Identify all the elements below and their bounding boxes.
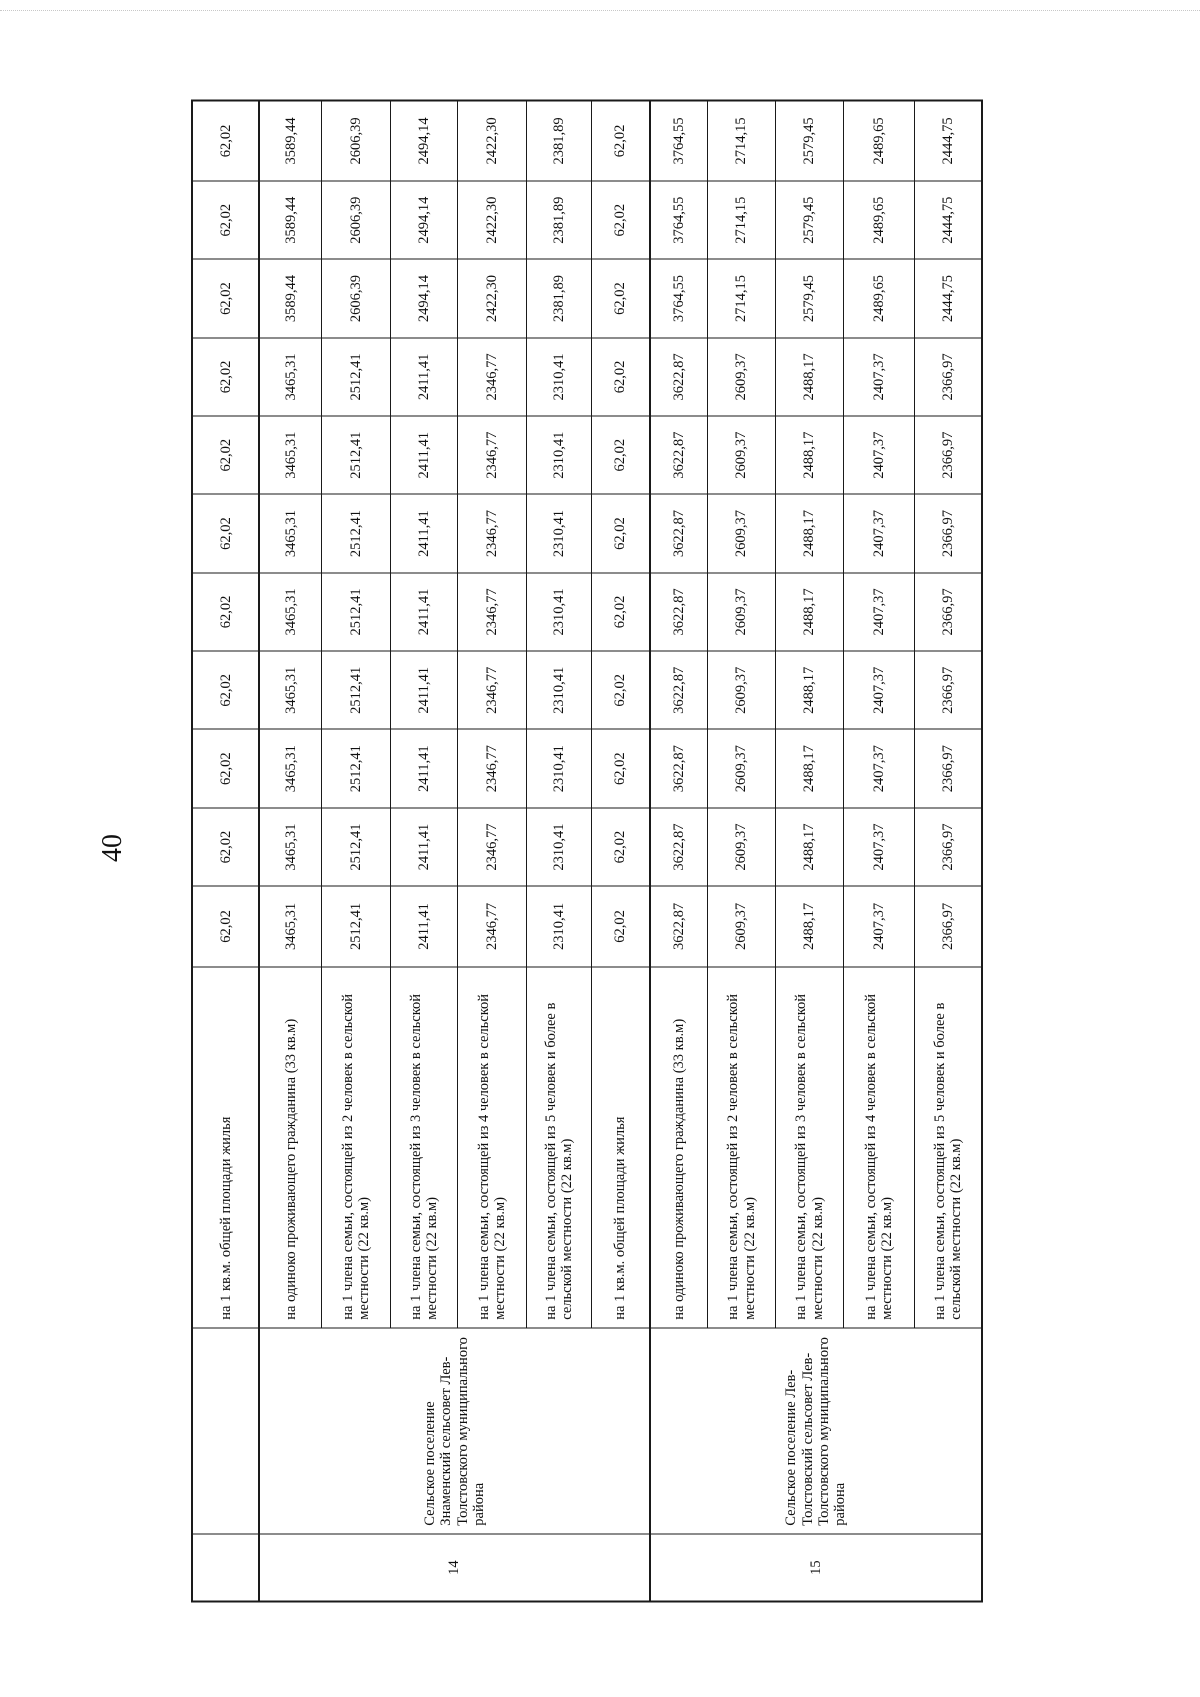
value-cell: 2407,37 [844,338,915,416]
value-cell: 62,02 [192,729,259,807]
value-cell: 2346,77 [458,808,527,886]
value-cell: 2310,41 [526,729,591,807]
value-cell: 3622,87 [650,729,708,807]
value-cell: 3622,87 [650,573,708,651]
value-cell: 2512,41 [322,651,391,729]
value-cell: 62,02 [592,259,650,337]
value-cell: 3465,31 [259,338,321,416]
value-cell: 2346,77 [458,416,527,494]
value-cell: 2407,37 [844,808,915,886]
value-cell: 2579,45 [775,101,844,181]
settlement-name-cell [192,1328,259,1534]
value-cell: 3622,87 [650,886,708,966]
value-cell: 2606,39 [322,259,391,337]
value-cell: 2411,41 [390,886,457,966]
value-cell: 2488,17 [775,573,844,651]
value-cell: 2489,65 [844,101,915,181]
value-cell: 2381,89 [526,181,591,259]
value-cell: 2407,37 [844,416,915,494]
value-cell: 2411,41 [390,651,457,729]
value-cell: 2310,41 [526,808,591,886]
value-cell: 2366,97 [914,573,982,651]
value-cell: 2346,77 [458,338,527,416]
value-cell: 2488,17 [775,886,844,966]
norm-description-cell: на 1 члена семьи, состоящей из 3 человек в сельской местности (22 кв.м) [775,967,844,1329]
value-cell: 2407,37 [844,651,915,729]
norm-description-cell: на 1 члена семьи, состоящей из 2 человек в сельской местности (22 кв.м) [322,967,391,1329]
value-cell: 2411,41 [390,729,457,807]
value-cell: 3622,87 [650,808,708,886]
value-cell: 3465,31 [259,886,321,966]
norm-description-cell: на одиноко проживающего гражданина (33 кв.м) [259,967,321,1329]
value-cell: 2411,41 [390,573,457,651]
value-cell: 3465,31 [259,651,321,729]
tariff-table [191,100,983,1603]
value-cell: 62,02 [592,808,650,886]
value-cell: 2407,37 [844,886,915,966]
value-cell: 2366,97 [914,338,982,416]
value-cell: 2488,17 [775,416,844,494]
value-cell: 2366,97 [914,886,982,966]
value-cell: 2422,30 [458,181,527,259]
value-cell: 2609,37 [708,416,775,494]
value-cell: 2346,77 [458,729,527,807]
value-cell: 3764,55 [650,259,708,337]
group-number-cell: 14 [259,1534,649,1601]
norm-description-cell: на 1 кв.м. общей площади жилья [592,967,650,1329]
group-number-cell: 15 [650,1534,982,1601]
value-cell: 2488,17 [775,808,844,886]
value-cell: 2422,30 [458,259,527,337]
value-cell: 62,02 [592,494,650,572]
value-cell: 2488,17 [775,494,844,572]
table-body [192,101,982,1602]
table-row [259,101,321,1602]
value-cell: 2494,14 [390,101,457,181]
settlement-name-cell: Сельское поселение Знаменский сельсовет Лев-Толстовского муниципального района [259,1328,649,1534]
value-cell: 2714,15 [708,181,775,259]
value-cell: 2579,45 [775,181,844,259]
value-cell: 2366,97 [914,808,982,886]
value-cell: 2366,97 [914,416,982,494]
value-cell: 62,02 [192,573,259,651]
value-cell: 62,02 [592,101,650,181]
table-row [192,101,259,1602]
value-cell: 2512,41 [322,808,391,886]
value-cell: 2310,41 [526,651,591,729]
value-cell: 2606,39 [322,181,391,259]
value-cell: 3622,87 [650,338,708,416]
value-cell: 2366,97 [914,729,982,807]
value-cell: 3465,31 [259,808,321,886]
value-cell: 2444,75 [914,101,982,181]
value-cell: 2512,41 [322,886,391,966]
value-cell: 2494,14 [390,181,457,259]
value-cell: 2512,41 [322,573,391,651]
norm-description-cell: на 1 члена семьи, состоящей из 4 человек в сельской местности (22 кв.м) [458,967,527,1329]
value-cell: 62,02 [192,886,259,966]
value-cell: 2489,65 [844,259,915,337]
value-cell: 2512,41 [322,338,391,416]
value-cell: 2444,75 [914,181,982,259]
value-cell: 2422,30 [458,101,527,181]
value-cell: 2407,37 [844,573,915,651]
value-cell: 2609,37 [708,338,775,416]
value-cell: 2714,15 [708,259,775,337]
value-cell: 2346,77 [458,651,527,729]
value-cell: 2381,89 [526,101,591,181]
value-cell: 3465,31 [259,729,321,807]
value-cell: 2488,17 [775,729,844,807]
value-cell: 3622,87 [650,651,708,729]
settlement-name-cell: Сельское поселение Лев-Толстовский сельсовет Лев-Толстовского муниципального района [650,1328,982,1534]
table-container [191,100,983,1603]
value-cell: 3465,31 [259,573,321,651]
value-cell: 2411,41 [390,808,457,886]
value-cell: 62,02 [192,651,259,729]
value-cell: 62,02 [592,416,650,494]
value-cell: 3622,87 [650,494,708,572]
norm-description-cell: на одиноко проживающего гражданина (33 кв.м) [650,967,708,1329]
value-cell: 2579,45 [775,259,844,337]
norm-description-cell: на 1 члена семьи, состоящей из 4 человек в сельской местности (22 кв.м) [844,967,915,1329]
value-cell: 2609,37 [708,729,775,807]
value-cell: 2609,37 [708,573,775,651]
value-cell: 3764,55 [650,101,708,181]
value-cell: 2366,97 [914,494,982,572]
value-cell: 62,02 [192,259,259,337]
value-cell: 2512,41 [322,416,391,494]
value-cell: 62,02 [192,808,259,886]
value-cell: 2609,37 [708,808,775,886]
value-cell: 62,02 [192,494,259,572]
value-cell: 2310,41 [526,886,591,966]
norm-description-cell: на 1 члена семьи, состоящей из 5 человек и более в сельской местности (22 кв.м) [914,967,982,1329]
value-cell: 2609,37 [708,494,775,572]
value-cell: 62,02 [592,886,650,966]
value-cell: 2346,77 [458,494,527,572]
value-cell: 2512,41 [322,494,391,572]
value-cell: 2494,14 [390,259,457,337]
value-cell: 3589,44 [259,259,321,337]
value-cell: 3622,87 [650,416,708,494]
value-cell: 2411,41 [390,338,457,416]
value-cell: 62,02 [592,338,650,416]
value-cell: 62,02 [192,338,259,416]
value-cell: 3465,31 [259,416,321,494]
scan-edge-line [0,10,1200,11]
value-cell: 62,02 [192,416,259,494]
group-number-cell [192,1534,259,1601]
value-cell: 3589,44 [259,181,321,259]
value-cell: 2310,41 [526,416,591,494]
value-cell: 2714,15 [708,101,775,181]
value-cell: 2488,17 [775,338,844,416]
value-cell: 62,02 [592,651,650,729]
value-cell: 2381,89 [526,259,591,337]
value-cell: 62,02 [592,729,650,807]
value-cell: 2411,41 [390,494,457,572]
value-cell: 2310,41 [526,338,591,416]
value-cell: 2346,77 [458,886,527,966]
value-cell: 62,02 [592,573,650,651]
value-cell: 2310,41 [526,494,591,572]
value-cell: 2366,97 [914,651,982,729]
value-cell: 2444,75 [914,259,982,337]
value-cell: 2609,37 [708,886,775,966]
norm-description-cell: на 1 члена семьи, состоящей из 3 человек в сельской местности (22 кв.м) [390,967,457,1329]
value-cell: 2407,37 [844,729,915,807]
value-cell: 62,02 [192,101,259,181]
value-cell: 2407,37 [844,494,915,572]
value-cell: 3465,31 [259,494,321,572]
value-cell: 2310,41 [526,573,591,651]
norm-description-cell: на 1 кв.м. общей площади жилья [192,967,259,1329]
value-cell: 3764,55 [650,181,708,259]
value-cell: 2512,41 [322,729,391,807]
value-cell: 2489,65 [844,181,915,259]
page-number: 40 [97,834,128,862]
value-cell: 62,02 [592,181,650,259]
value-cell: 3589,44 [259,101,321,181]
value-cell: 62,02 [192,181,259,259]
table-row [650,101,708,1602]
value-cell: 2411,41 [390,416,457,494]
value-cell: 2346,77 [458,573,527,651]
norm-description-cell: на 1 члена семьи, состоящей из 2 человек в сельской местности (22 кв.м) [708,967,775,1329]
value-cell: 2609,37 [708,651,775,729]
value-cell: 2488,17 [775,651,844,729]
norm-description-cell: на 1 члена семьи, состоящей из 5 человек и более в сельской местности (22 кв.м) [526,967,591,1329]
value-cell: 2606,39 [322,101,391,181]
